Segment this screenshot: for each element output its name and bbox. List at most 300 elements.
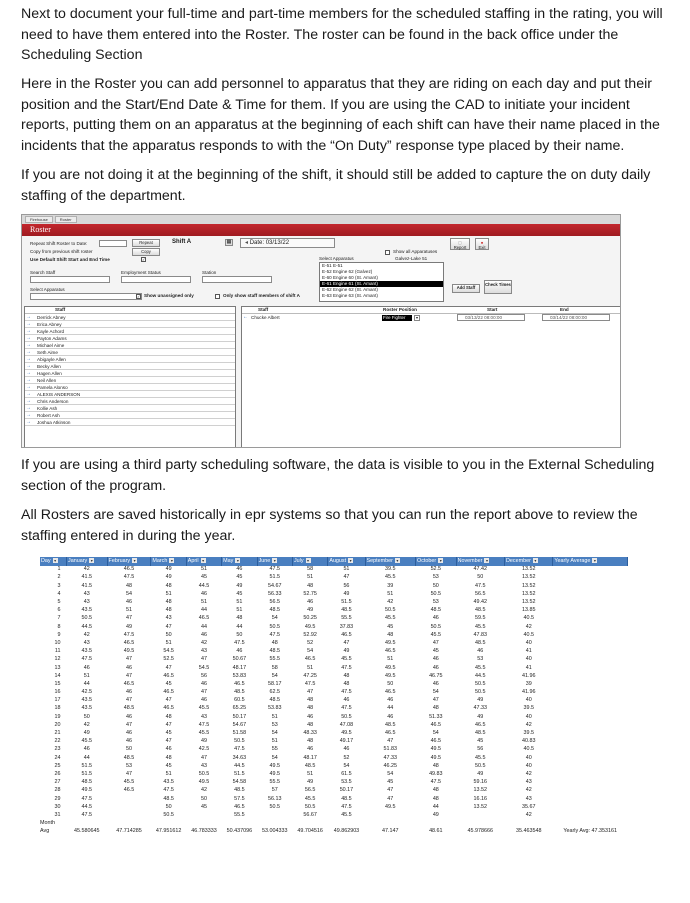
- value-cell: 57: [271, 787, 278, 794]
- value-cell: 50.5: [475, 762, 486, 769]
- repeat-date-field[interactable]: [99, 240, 127, 247]
- value-cell: 49: [477, 713, 484, 720]
- staff-row[interactable]: [25, 356, 235, 363]
- value-cell: 49.17: [339, 738, 354, 745]
- roster-title: Roster: [22, 224, 620, 236]
- value-cell: 51: [236, 599, 243, 606]
- value-cell: 48: [387, 631, 394, 638]
- table-row: [40, 722, 628, 730]
- value-cell: 46: [200, 697, 207, 704]
- value-cell: 48: [343, 680, 350, 687]
- value-cell: 43: [83, 639, 90, 646]
- filter-dropdown-icon[interactable]: ▾: [439, 557, 442, 563]
- value-cell: 13.52: [521, 599, 536, 606]
- add-arrow-icon[interactable]: →: [26, 377, 31, 383]
- value-cell: 51: [200, 599, 207, 606]
- value-cell: 47.42: [473, 566, 488, 573]
- column-header[interactable]: November ▾: [456, 557, 504, 566]
- table-row: [40, 763, 628, 771]
- filter-dropdown-icon[interactable]: ▾: [273, 557, 276, 563]
- end-datetime-field[interactable]: 03/14/22 08:00:00: [542, 314, 610, 321]
- station-select[interactable]: [202, 276, 272, 283]
- value-cell: 51.5: [341, 599, 352, 606]
- apparatus-option[interactable]: E-60 Engine 60 (St. Amant): [322, 275, 378, 280]
- value-cell: 46: [387, 697, 394, 704]
- value-cell: 53: [432, 574, 439, 581]
- add-arrow-icon[interactable]: →: [26, 349, 31, 355]
- value-cell: 46: [307, 713, 314, 720]
- value-cell: 47: [165, 664, 172, 671]
- column-header[interactable]: August ▾: [328, 557, 365, 566]
- add-arrow-icon[interactable]: →: [26, 370, 31, 376]
- value-cell: 48: [165, 713, 172, 720]
- column-header[interactable]: May ▾: [222, 557, 257, 566]
- day-cell: 7: [57, 615, 61, 622]
- value-cell: 54.58: [232, 779, 247, 786]
- show-all-apparatus-checkbox[interactable]: [385, 250, 390, 255]
- column-header[interactable]: January ▾: [67, 557, 108, 566]
- filter-dropdown-icon[interactable]: ▾: [202, 557, 205, 563]
- apparatus-option[interactable]: E-61 Engine 61 (St. Amant): [320, 281, 443, 287]
- value-cell: 41: [525, 648, 532, 655]
- value-cell: 56.5: [304, 787, 316, 794]
- value-cell: 48.5: [234, 787, 245, 794]
- value-cell: 47.5: [123, 631, 135, 638]
- date-selector[interactable]: ◂ Date: 03/13/22: [240, 238, 335, 248]
- value-cell: 50: [236, 631, 243, 638]
- value-cell: 48: [432, 787, 439, 794]
- yearly-staffing-table: [40, 557, 628, 875]
- tab-bar: [22, 215, 620, 224]
- only-show-staff-checkbox[interactable]: [215, 294, 220, 299]
- use-default-label: Use Default Shift Start and End Time: [30, 257, 110, 262]
- value-cell: 48.5: [341, 607, 352, 614]
- filter-dropdown-icon[interactable]: ▾: [90, 557, 93, 563]
- value-cell: 46.5: [163, 689, 174, 696]
- value-cell: 56.33: [268, 590, 282, 597]
- value-cell: 54.67: [232, 721, 247, 728]
- column-header[interactable]: March ▾: [151, 557, 186, 566]
- value-cell: 46: [125, 664, 132, 671]
- apparatus-listbox[interactable]: [319, 262, 444, 302]
- value-cell: 47.5: [234, 639, 245, 646]
- value-cell: 55.5: [234, 811, 245, 818]
- value-cell: 46.75: [429, 672, 443, 679]
- historical-paragraph: All Rosters are saved historically in epr systems so that you can run the report above to review the staffing entered in during the year.: [21, 507, 638, 544]
- add-arrow-icon[interactable]: →: [26, 405, 31, 411]
- value-cell: 48.5: [234, 689, 245, 696]
- value-cell: 49: [236, 582, 243, 589]
- value-cell: 44: [200, 607, 207, 614]
- value-cell: 41.96: [521, 672, 536, 679]
- table-row: [40, 599, 628, 607]
- staff-name: ALEXIS ANDERSON: [37, 392, 81, 397]
- value-cell: 42: [387, 599, 394, 606]
- value-cell: 43: [200, 762, 207, 769]
- value-cell: 44: [387, 705, 394, 712]
- value-cell: 59.5: [475, 615, 486, 622]
- value-cell: 50: [83, 713, 90, 720]
- average-cell: 35.463548: [515, 828, 542, 835]
- value-cell: 41.96: [521, 689, 536, 696]
- day-cell: 3: [57, 582, 61, 589]
- table-row: [40, 582, 628, 590]
- column-header[interactable]: December ▾: [505, 557, 553, 566]
- value-cell: 47: [387, 738, 394, 745]
- add-arrow-icon[interactable]: →: [26, 335, 31, 341]
- value-cell: 48.5: [269, 607, 280, 614]
- value-cell: 45: [236, 574, 243, 581]
- add-arrow-icon[interactable]: →: [26, 398, 31, 404]
- column-header[interactable]: Day ▾: [40, 557, 67, 566]
- value-cell: 48: [125, 582, 132, 589]
- value-cell: 45: [200, 803, 207, 810]
- value-cell: 45: [387, 623, 394, 630]
- value-cell: 46.5: [198, 615, 210, 622]
- station-label: Station: [202, 270, 217, 275]
- value-cell: 41: [525, 664, 532, 671]
- add-staff-button[interactable]: Add Staff: [452, 284, 480, 293]
- add-arrow-icon[interactable]: →: [26, 363, 31, 369]
- add-arrow-icon[interactable]: →: [26, 356, 31, 362]
- value-cell: 48.33: [303, 730, 317, 737]
- value-cell: 46.5: [123, 680, 135, 687]
- value-cell: 50: [165, 631, 172, 638]
- value-cell: 56.5: [475, 590, 486, 597]
- table-row: [40, 730, 628, 738]
- value-cell: 48: [307, 705, 314, 712]
- value-cell: 40.83: [521, 738, 536, 745]
- day-cell: 25: [54, 762, 61, 769]
- value-cell: [107, 803, 151, 811]
- roster-position-select[interactable]: Fire Fighter: [382, 315, 412, 321]
- filter-dropdown-icon[interactable]: ▾: [534, 557, 537, 563]
- value-cell: 49.42: [473, 599, 488, 606]
- show-unassigned-checkbox[interactable]: ✓: [137, 294, 141, 299]
- value-cell: 46: [125, 738, 132, 745]
- value-cell: 39.5: [523, 730, 534, 737]
- staff-row[interactable]: [25, 335, 235, 342]
- value-cell: 46: [200, 631, 207, 638]
- value-cell: 46.5: [385, 648, 396, 655]
- value-cell: 45.5: [385, 574, 396, 581]
- staff-row[interactable]: [25, 412, 235, 419]
- value-cell: 50.67: [232, 656, 247, 663]
- day-cell: 19: [54, 713, 61, 720]
- start-datetime-field[interactable]: 03/13/22 08:00:00: [457, 314, 525, 321]
- add-arrow-icon[interactable]: →: [26, 419, 31, 425]
- value-cell: 50: [165, 803, 172, 810]
- column-header[interactable]: September ▾: [365, 557, 416, 566]
- search-staff-input[interactable]: [30, 276, 110, 283]
- column-header[interactable]: Yearly Average ▾: [553, 557, 628, 566]
- value-cell: 50.5: [475, 689, 486, 696]
- value-cell: 49.5: [269, 762, 280, 769]
- assigned-roster-grid[interactable]: [241, 306, 621, 448]
- staff-row[interactable]: [25, 419, 235, 426]
- value-cell: 46: [125, 599, 132, 606]
- staff-row[interactable]: [25, 370, 235, 377]
- column-header[interactable]: July ▾: [292, 557, 327, 566]
- apparatus-option[interactable]: E-62 Engine 62 (St. Amant): [322, 287, 378, 292]
- value-cell: 50.5: [304, 803, 316, 810]
- assigned-row[interactable]: [242, 314, 620, 322]
- value-cell: 47.5: [123, 574, 135, 581]
- value-cell: 13.52: [473, 803, 488, 810]
- apparatus-option[interactable]: E-63 Engine 63 (St. Amant): [322, 293, 378, 298]
- value-cell: 51: [125, 607, 132, 614]
- value-cell: 48.5: [341, 795, 352, 802]
- value-cell: 54: [125, 590, 132, 597]
- value-cell: 47: [165, 697, 172, 704]
- column-header[interactable]: October ▾: [416, 557, 457, 566]
- value-cell: 46: [432, 656, 439, 663]
- value-cell: 47: [387, 795, 394, 802]
- value-cell: 48: [343, 672, 350, 679]
- value-cell: 60.5: [234, 697, 245, 704]
- value-cell: 49: [477, 770, 484, 777]
- day-cell: 29: [54, 795, 61, 802]
- value-cell: 49.5: [430, 754, 442, 761]
- staff-row[interactable]: [25, 391, 235, 398]
- show-unassigned-label: Show unassigned only: [144, 293, 194, 298]
- add-arrow-icon[interactable]: →: [26, 412, 31, 418]
- roster-description-paragraph: Here in the Roster you can add personnel to apparatus that they are riding on each day and put their position and the Start/End Date & Time for them. If you are using the CAD to initiate your incident reports, putting them on an apparatus at the beginning of each shift can have their name placed in the incidents that the apparatus responds to with the “On Duty” response type placed by their name.: [21, 76, 660, 154]
- assigned-staff-header: Staff: [258, 307, 269, 312]
- column-header[interactable]: February ▾: [107, 557, 151, 566]
- value-cell: 46.5: [304, 656, 316, 663]
- value-cell: 42.5: [198, 746, 210, 753]
- value-cell: 46: [477, 648, 484, 655]
- value-cell: [107, 812, 151, 820]
- day-cell: 1: [57, 566, 61, 573]
- report-button[interactable]: ▢ Report: [450, 238, 470, 250]
- staff-row[interactable]: [25, 363, 235, 370]
- add-arrow-icon[interactable]: →: [26, 321, 31, 327]
- table-row: [40, 689, 628, 697]
- value-cell: 51: [236, 607, 243, 614]
- day-cell: 26: [54, 770, 61, 777]
- value-cell: 45.5: [475, 623, 486, 630]
- average-cell: 47.951612: [155, 828, 182, 835]
- value-cell: 47: [165, 738, 172, 745]
- filter-dropdown-icon[interactable]: ▾: [307, 557, 310, 563]
- value-cell: 49: [477, 697, 484, 704]
- table-header-row: [40, 557, 628, 566]
- value-cell: 50: [477, 574, 484, 581]
- value-cell: 55.5: [269, 779, 280, 786]
- value-cell: 45.5: [198, 705, 210, 712]
- table-row: [40, 787, 628, 795]
- table-row: [40, 656, 628, 664]
- column-header[interactable]: April ▾: [186, 557, 221, 566]
- value-cell: 43.5: [81, 607, 93, 614]
- staff-list[interactable]: [24, 306, 236, 448]
- value-cell: 51.5: [234, 770, 245, 777]
- value-cell: 46: [387, 713, 394, 720]
- value-cell: 49: [125, 623, 132, 630]
- value-cell: 44.5: [198, 582, 210, 589]
- chevron-down-icon[interactable]: ▾: [415, 315, 418, 320]
- filter-dropdown-icon[interactable]: ▾: [170, 557, 173, 563]
- value-cell: 48.5: [269, 648, 280, 655]
- employment-status-select[interactable]: [121, 276, 191, 283]
- table-row: [40, 574, 628, 582]
- station-list-value: Galvez-Lake 51: [395, 256, 428, 261]
- value-cell: 54: [271, 754, 278, 761]
- staff-row[interactable]: [25, 398, 235, 405]
- exit-button[interactable]: ● Exit: [475, 238, 489, 250]
- tab-firehouse[interactable]: Firehouse: [25, 216, 53, 223]
- repeat-button[interactable]: Repeat: [132, 239, 160, 247]
- filter-dropdown-icon[interactable]: ▾: [396, 557, 399, 563]
- value-cell: 50: [125, 746, 132, 753]
- check-times-button[interactable]: Check Times: [484, 280, 512, 294]
- table-row: [40, 615, 628, 623]
- value-cell: 50.5: [341, 713, 352, 720]
- value-cell: 47.83: [473, 631, 488, 638]
- value-cell: 42: [200, 787, 207, 794]
- value-cell: 35.67: [521, 803, 536, 810]
- value-cell: 47: [125, 770, 132, 777]
- staff-row[interactable]: [25, 349, 235, 356]
- value-cell: 46.5: [123, 566, 135, 573]
- value-cell: 50.5: [234, 738, 245, 745]
- day-cell: 31: [54, 811, 61, 818]
- column-header[interactable]: June ▾: [257, 557, 292, 566]
- value-cell: 48: [236, 615, 243, 622]
- value-cell: 45: [477, 738, 484, 745]
- repeat-shift-label: Repeat Shift Roster to Date:: [30, 241, 88, 246]
- staff-row[interactable]: [25, 405, 235, 412]
- table-row: [40, 566, 628, 574]
- filter-dropdown-icon[interactable]: ▾: [133, 557, 136, 563]
- value-cell: 50.5: [430, 623, 442, 630]
- value-cell: 44: [236, 623, 243, 630]
- staff-column-header: Staff: [25, 307, 235, 314]
- value-cell: 43.5: [81, 697, 93, 704]
- table-row: [40, 795, 628, 803]
- calendar-icon[interactable]: ▦: [226, 239, 232, 245]
- apparatus-option[interactable]: E-52 Engine 62 (Galvez): [322, 269, 373, 274]
- day-cell: 18: [54, 705, 61, 712]
- value-cell: 52.75: [303, 590, 317, 597]
- value-cell: 42: [525, 721, 532, 728]
- staff-row[interactable]: [25, 314, 235, 321]
- table-row: [40, 640, 628, 648]
- value-cell: 47.5: [269, 566, 280, 573]
- value-cell: 40: [525, 639, 532, 646]
- value-cell: 47.5: [341, 664, 352, 671]
- value-cell: 46.5: [163, 705, 174, 712]
- filter-dropdown-icon[interactable]: ▾: [54, 557, 57, 563]
- select-apparatus-filter[interactable]: [30, 293, 142, 300]
- value-cell: 49.5: [123, 648, 135, 655]
- value-cell: 53: [477, 656, 484, 663]
- apparatus-option[interactable]: E-51 E-51: [322, 263, 343, 268]
- average-cell: 45.580645: [74, 828, 100, 835]
- value-cell: 51: [307, 770, 314, 777]
- month-label: Month: [40, 820, 55, 827]
- value-cell: 44: [432, 803, 439, 810]
- value-cell: 48.5: [81, 779, 93, 786]
- value-cell: 50.5: [198, 770, 210, 777]
- value-cell: 46: [165, 746, 172, 753]
- value-cell: 45.5: [475, 664, 486, 671]
- value-cell: 47: [343, 639, 350, 646]
- value-cell: 47.5: [198, 721, 210, 728]
- value-cell: 40.5: [523, 631, 534, 638]
- copy-button[interactable]: Copy: [132, 248, 160, 256]
- staff-row[interactable]: [25, 342, 235, 349]
- day-cell: 24: [54, 754, 61, 761]
- value-cell: 13.52: [521, 590, 536, 597]
- filter-dropdown-icon[interactable]: ▾: [485, 557, 488, 563]
- add-arrow-icon[interactable]: →: [26, 314, 31, 320]
- value-cell: 46: [200, 590, 207, 597]
- value-cell: 58.17: [268, 680, 282, 687]
- use-default-checkbox[interactable]: ✓: [142, 257, 146, 262]
- value-cell: 47: [125, 721, 132, 728]
- value-cell: 49: [307, 779, 314, 786]
- add-arrow-icon[interactable]: →: [26, 328, 31, 334]
- tab-roster[interactable]: Roster: [55, 216, 77, 223]
- value-cell: 47.33: [473, 705, 488, 712]
- staff-row[interactable]: [25, 377, 235, 384]
- value-cell: 45.5: [341, 656, 352, 663]
- filter-dropdown-icon[interactable]: ▾: [236, 557, 239, 563]
- value-cell: 45.5: [341, 811, 352, 818]
- staff-row[interactable]: [25, 328, 235, 335]
- value-cell: 53.83: [268, 705, 282, 712]
- value-cell: 48.17: [232, 664, 247, 671]
- average-cell: 49.862903: [333, 828, 360, 835]
- value-cell: 45: [165, 680, 172, 687]
- value-cell: 54: [432, 689, 439, 696]
- value-cell: 49: [165, 566, 172, 573]
- value-cell: 59.16: [473, 779, 488, 786]
- table-row: [40, 803, 628, 811]
- staff-name: Michael Aime: [37, 343, 65, 348]
- value-cell: 43.5: [81, 648, 93, 655]
- value-cell: 51: [387, 656, 394, 663]
- value-cell: 13.52: [473, 787, 488, 794]
- staff-row[interactable]: [25, 384, 235, 391]
- add-arrow-icon[interactable]: →: [26, 391, 31, 397]
- value-cell: 48.5: [163, 795, 174, 802]
- value-cell: 44: [83, 680, 90, 687]
- value-cell: 51: [387, 590, 394, 597]
- add-arrow-icon[interactable]: →: [26, 384, 31, 390]
- average-cell: 48.61: [429, 828, 443, 835]
- value-cell: 49.5: [385, 664, 396, 671]
- value-cell: 48: [307, 582, 314, 589]
- value-cell: 48: [432, 795, 439, 802]
- average-cell: 46.783333: [191, 828, 217, 835]
- filter-dropdown-icon[interactable]: ▾: [349, 557, 352, 563]
- filter-dropdown-icon[interactable]: ▾: [593, 557, 596, 563]
- staff-row[interactable]: [25, 321, 235, 328]
- add-arrow-icon[interactable]: →: [26, 342, 31, 348]
- value-cell: 47: [125, 615, 132, 622]
- value-cell: 45: [236, 590, 243, 597]
- value-cell: 48: [165, 582, 172, 589]
- value-cell: 48: [432, 762, 439, 769]
- value-cell: 49: [343, 648, 350, 655]
- value-cell: 39.5: [523, 705, 534, 712]
- value-cell: 51: [165, 770, 172, 777]
- value-cell: 47.5: [430, 779, 442, 786]
